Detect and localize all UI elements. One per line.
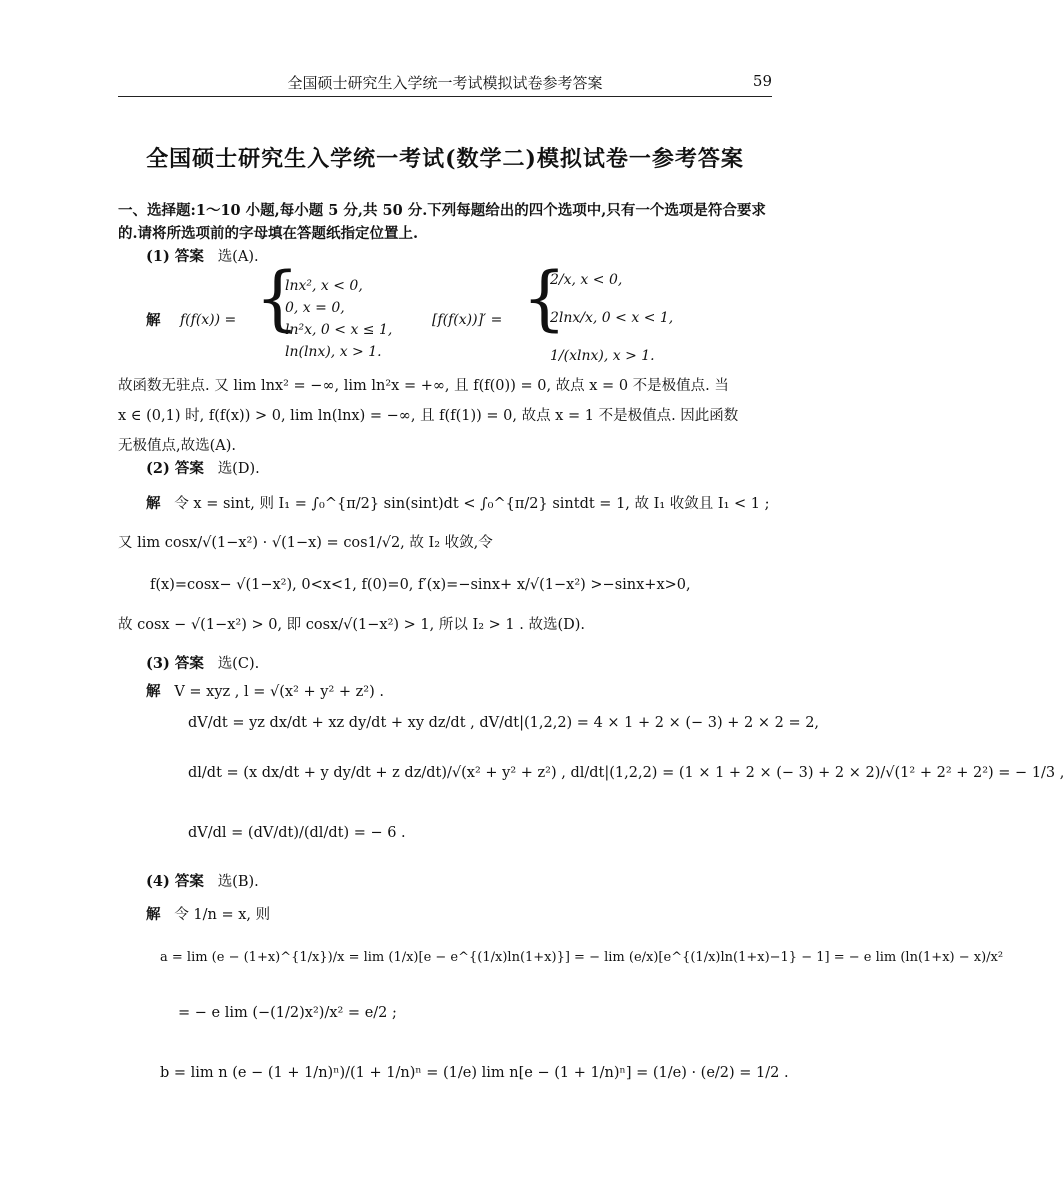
q1-case-2: 0, x = 0, bbox=[285, 300, 345, 316]
q3-line-1 bbox=[146, 683, 384, 701]
q3-answer-row bbox=[146, 655, 259, 673]
q1-answer-row bbox=[146, 248, 259, 266]
q3-line-2: dV/dt = yz dx/dt + xz dy/dt + xy dz/dt , dV/dt|(1,2,2) = 4 × 1 + 2 × (− 3) + 2 × 2 = 2, bbox=[188, 715, 820, 731]
q3-line-1-text: V = xyz , l = √(x² + y² + z²) . bbox=[174, 684, 384, 700]
q1-lhs: f(f(x)) = bbox=[180, 312, 237, 328]
q3-answer: 选(C). bbox=[217, 656, 260, 672]
q2-line-2: 又 lim cosx/√(1−x²) · √(1−x) = cos1/√2, 故 I₂ 收敛,令 bbox=[118, 535, 493, 551]
q4-answer: 选(B). bbox=[217, 874, 259, 890]
q3-line-3: dl/dt = (x dx/dt + y dy/dt + z dz/dt)/√(x² + y² + z²) , dl/dt|(1,2,2) = (1 × 1 + 2 × (− 3) + 2 × 2)/√(1² + 2² + 2²) = − 1/3 , bbox=[188, 765, 1064, 781]
running-header bbox=[118, 72, 772, 97]
q1-left-brace: { bbox=[255, 257, 300, 339]
q4-line-1 bbox=[146, 906, 270, 924]
q2-answer-label: (2) 答案 bbox=[146, 460, 204, 477]
q2-answer: 选(D). bbox=[217, 461, 260, 477]
q2-line-3: f(x)=cosx− √(1−x²), 0<x<1, f(0)=0, f′(x)=−sinx+ x/√(1−x²) >−sinx+x>0, bbox=[150, 577, 691, 593]
q2-jie: 解 bbox=[146, 495, 161, 512]
q1-case-1: lnx², x < 0, bbox=[285, 278, 363, 294]
q3-answer-label: (3) 答案 bbox=[146, 655, 204, 672]
q1-text-2: x ∈ (0,1) 时, f(f(x)) > 0, lim ln(lnx) = −∞, 且 f(f(1)) = 0, 故点 x = 1 不是极值点. 因此函数 bbox=[118, 408, 739, 424]
section-intro-1: 一、选择题:1～10 小题,每小题 5 分,共 50 分.下列每题给出的四个选项中,只有一个选项是符合要求 bbox=[118, 202, 766, 219]
q1-text-3: 无极值点,故选(A). bbox=[118, 438, 237, 454]
section-intro-2: 的.请将所选项前的字母填在答题纸指定位置上. bbox=[118, 225, 419, 242]
q4-line-3: = − e lim (−(1/2)x²)/x² = e/2 ; bbox=[178, 1005, 397, 1021]
q2-line-4: 故 cosx − √(1−x²) > 0, 即 cosx/√(1−x²) > 1, 所以 I₂ > 1 . 故选(D). bbox=[118, 617, 585, 633]
q1-answer-label: (1) 答案 bbox=[146, 248, 204, 265]
q1-text-1: 故函数无驻点. 又 lim lnx² = −∞, lim ln²x = +∞, 且 f(f(0)) = 0, 故点 x = 0 不是极值点. 当 bbox=[118, 378, 729, 394]
q1-deriv-brace: { bbox=[522, 257, 567, 339]
q4-line-2: a = lim (e − (1+x)^{1/x})/x = lim (1/x)[e − e^{(1/x)ln(1+x)}] = − lim (e/x)[e^{(1/x)ln(1+x)−1} − 1] = − e lim (ln(1+x) − x)/x² bbox=[160, 950, 1004, 965]
q1-jie: 解 bbox=[146, 312, 161, 329]
q3-jie: 解 bbox=[146, 683, 161, 700]
q4-answer-label: (4) 答案 bbox=[146, 873, 204, 890]
page-number: 59 bbox=[752, 72, 772, 90]
q4-line-1-text: 令 1/n = x, 则 bbox=[174, 907, 271, 923]
q3-line-4: dV/dl = (dV/dt)/(dl/dt) = − 6 . bbox=[188, 825, 406, 841]
q2-line-1 bbox=[146, 495, 770, 513]
header-title: 全国硕士研究生入学统一考试模拟试卷参考答案 bbox=[287, 74, 603, 92]
q2-line-1-text: 令 x = sint, 则 I₁ = ∫₀^{π/2} sin(sint)dt < ∫₀^{π/2} sintdt = 1, 故 I₁ 收敛且 I₁ < 1 ; bbox=[174, 496, 770, 512]
q1-dcase-3: 1/(xlnx), x > 1. bbox=[550, 348, 655, 364]
q1-dcase-2: 2lnx/x, 0 < x < 1, bbox=[550, 310, 674, 326]
q1-deriv-lhs: [f(f(x))]′ = bbox=[432, 312, 503, 328]
q2-answer-row bbox=[146, 460, 260, 478]
q4-jie: 解 bbox=[146, 906, 161, 923]
q1-dcase-1: 2/x, x < 0, bbox=[550, 272, 623, 288]
document-title: 全国硕士研究生入学统一考试(数学二)模拟试卷一参考答案 bbox=[146, 146, 744, 172]
q4-line-4: b = lim n (e − (1 + 1/n)ⁿ)/(1 + 1/n)ⁿ = (1/e) lim n[e − (1 + 1/n)ⁿ] = (1/e) · (e/2) = 1/2 . bbox=[160, 1065, 789, 1081]
q1-answer: 选(A). bbox=[217, 249, 259, 265]
q4-answer-row bbox=[146, 873, 259, 891]
q1-case-4: ln(lnx), x > 1. bbox=[285, 344, 382, 360]
q1-case-3: ln²x, 0 < x ≤ 1, bbox=[285, 322, 393, 338]
